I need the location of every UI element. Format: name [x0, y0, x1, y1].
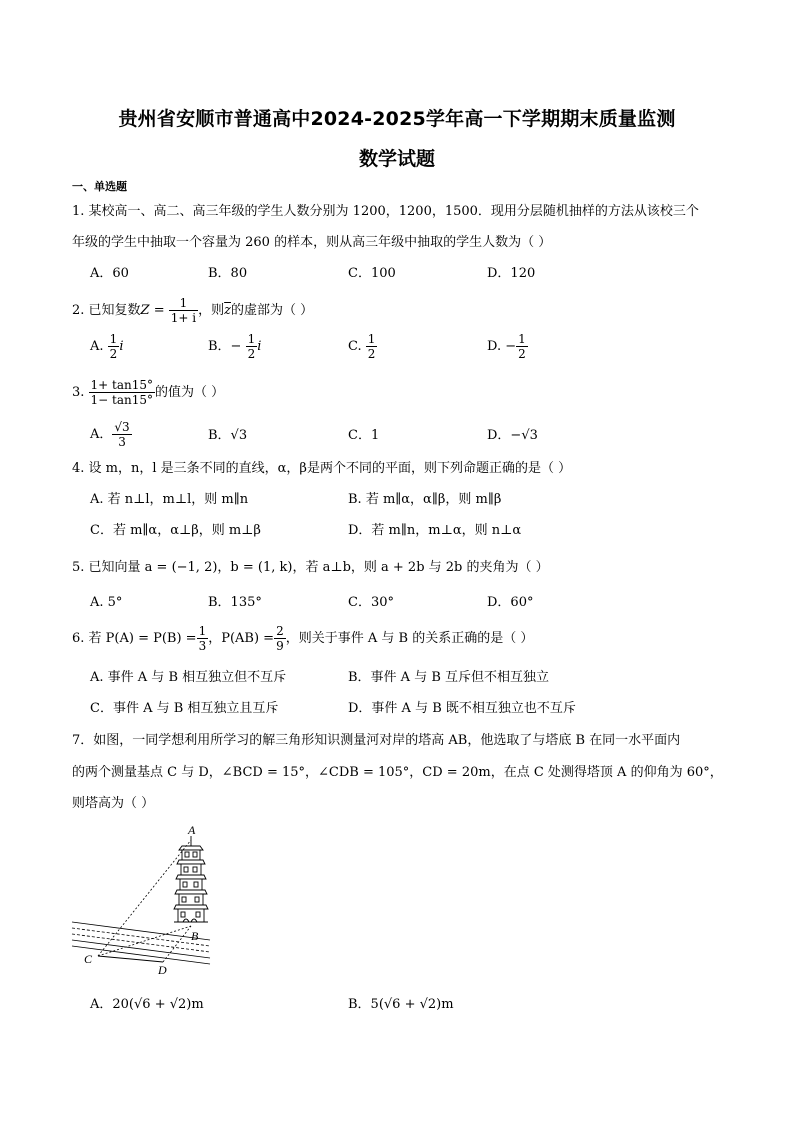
q2-option-d	[487, 332, 528, 361]
q2-zbar: $\overline{z}$	[224, 303, 231, 318]
section-heading: 一、单选题	[72, 180, 127, 193]
tower-figure	[70, 822, 220, 982]
page-title: 贵州省安顺市普通高中2024-2025学年高一下学期期末质量监测	[118, 108, 676, 130]
q2-b-den: 2	[247, 347, 256, 361]
q2-d-frac	[516, 332, 528, 361]
q6-pre: 6. 若 P(A) = P(B) =	[72, 631, 197, 646]
sight-lines	[98, 840, 191, 962]
q3-stem	[72, 378, 224, 407]
river-lines	[72, 922, 210, 964]
q7-stem-line1: 7．如图，一同学想利用所学习的解三角形知识测量河对岸的塔高 AB，他选取了与塔底 B 在同一水平面内	[72, 733, 681, 748]
q3-a-num: √3	[114, 420, 130, 434]
q4-option-b: B. 若 m∥α，α∥β，则 m∥β	[348, 492, 502, 507]
q2-option-b	[208, 332, 261, 361]
q1-option-b: B．80	[208, 266, 248, 281]
point-d-label: D	[158, 963, 167, 977]
q2-fraction	[169, 296, 198, 325]
q2-pre: 2. 已知复数	[72, 303, 141, 318]
q2-a-label: A.	[90, 339, 104, 354]
q6-post: ，则关于事件 A 与 B 的关系正确的是（ ）	[285, 631, 534, 646]
q2-b-num: 1	[247, 332, 256, 346]
q3-a-frac	[112, 420, 131, 449]
page-subtitle: 数学试题	[358, 148, 435, 170]
q3-num: 1+ tan15°	[90, 378, 154, 392]
q3-a-label: A．	[90, 427, 113, 442]
q5-option-b: B．135°	[208, 595, 262, 610]
q3-option-c: C．1	[348, 428, 380, 443]
q4-option-d: D．若 m∥n，m⊥α，则 n⊥α	[348, 523, 522, 538]
q3-option-d: D．−√3	[487, 428, 538, 443]
q2-post: ，则	[198, 303, 225, 318]
q4-stem: 4. 设 m，n，l 是三条不同的直线，α，β是两个不同的平面，则下列命题正确的是（ ）	[72, 461, 572, 476]
q3-post: 的值为（ ）	[155, 385, 225, 400]
q2-num: 1	[169, 296, 198, 311]
q6-den2: 9	[276, 639, 284, 653]
q7-stem-line2: 的两个测量基点 C 与 D，∠BCD = 15°，∠CDB = 105°，CD = 20m，在点 C 处测得塔顶 A 的仰角为 60°，	[72, 765, 723, 780]
q2-option-c	[348, 332, 377, 361]
q2-den: 1+ i	[170, 311, 197, 325]
q1-stem-line1: 1. 某校高一、高二、高三年级的学生人数分别为 1200，1200，1500．现用分层随机抽样的方法从该校三个	[72, 204, 699, 219]
q5-stem: 5. 已知向量 a = (−1, 2)，b = (1, k)，若 a⊥b，则 a + 2b 与 2b 的夹角为（ ）	[72, 560, 549, 575]
q2-d-label: D.	[487, 339, 502, 354]
q4-option-a: A. 若 n⊥l，m⊥l，则 m∥n	[90, 492, 249, 507]
q1-option-c: C．100	[348, 266, 396, 281]
q6-frac1	[197, 624, 209, 653]
q2-eq: =	[149, 303, 169, 318]
q6-option-b: B．事件 A 与 B 互斥但不相互独立	[348, 670, 550, 685]
q4-option-c: C．若 m∥α，α⊥β，则 m⊥β	[90, 523, 261, 538]
q6-den1: 3	[198, 639, 207, 653]
q5-option-c: C．30°	[348, 595, 394, 610]
q2-a-i: i	[119, 339, 124, 354]
point-a-label: A	[188, 823, 196, 837]
q5-option-d: D．60°	[487, 595, 534, 610]
q2-c-num: 1	[367, 332, 376, 346]
q2-c-frac	[366, 332, 378, 361]
q2-b-i: i	[257, 339, 262, 354]
q6-stem	[72, 624, 533, 653]
q3-label: 3.	[72, 385, 85, 400]
q2-a-num: 1	[109, 332, 118, 346]
q7-stem-line3: 则塔高为（ ）	[72, 796, 155, 811]
q2-post2: 的虚部为（ ）	[230, 303, 314, 318]
q6-option-a: A. 事件 A 与 B 相互独立但不互斥	[90, 670, 287, 685]
q3-a-den: 3	[118, 435, 126, 449]
q3-option-b: B．√3	[208, 428, 248, 443]
q2-d-num: 1	[518, 332, 526, 346]
q2-stem	[72, 296, 313, 325]
q2-z: Z	[140, 303, 150, 318]
q6-option-c: C．事件 A 与 B 相互独立且互斥	[90, 701, 279, 716]
q6-mid: ，P(AB) =	[208, 631, 275, 646]
q6-frac2	[274, 624, 286, 653]
q2-option-a	[90, 332, 123, 361]
q2-b-label: B．−	[208, 339, 242, 354]
point-c-label: C	[84, 952, 93, 966]
point-b-label: B	[191, 929, 199, 943]
q5-option-a: A. 5°	[90, 595, 123, 610]
q7-option-a: A．20(√6 + √2)m	[90, 997, 204, 1012]
q2-d-minus: −	[505, 339, 517, 354]
q6-num1: 1	[198, 624, 207, 638]
q1-stem-line2: 年级的学生中抽取一个容量为 260 的样本，则从高三年级中抽取的学生人数为（ ）	[72, 235, 552, 250]
q3-den: 1− tan15°	[90, 393, 154, 407]
q2-b-frac	[246, 332, 258, 361]
q2-a-frac	[108, 332, 120, 361]
q7-option-b: B．5(√6 + √2)m	[348, 997, 454, 1012]
q1-option-d: D．120	[487, 266, 536, 281]
q1-option-a: A．60	[90, 266, 129, 281]
q2-c-den: 2	[367, 347, 376, 361]
q2-c-label: C.	[348, 339, 362, 354]
tower-icon	[174, 836, 208, 922]
q6-option-d: D．事件 A 与 B 既不相互独立也不互斥	[348, 701, 576, 716]
q2-d-den: 2	[518, 347, 526, 361]
q2-a-den: 2	[109, 347, 118, 361]
q6-num2: 2	[276, 624, 284, 638]
q3-fraction	[89, 378, 155, 407]
q3-option-a	[90, 420, 132, 449]
